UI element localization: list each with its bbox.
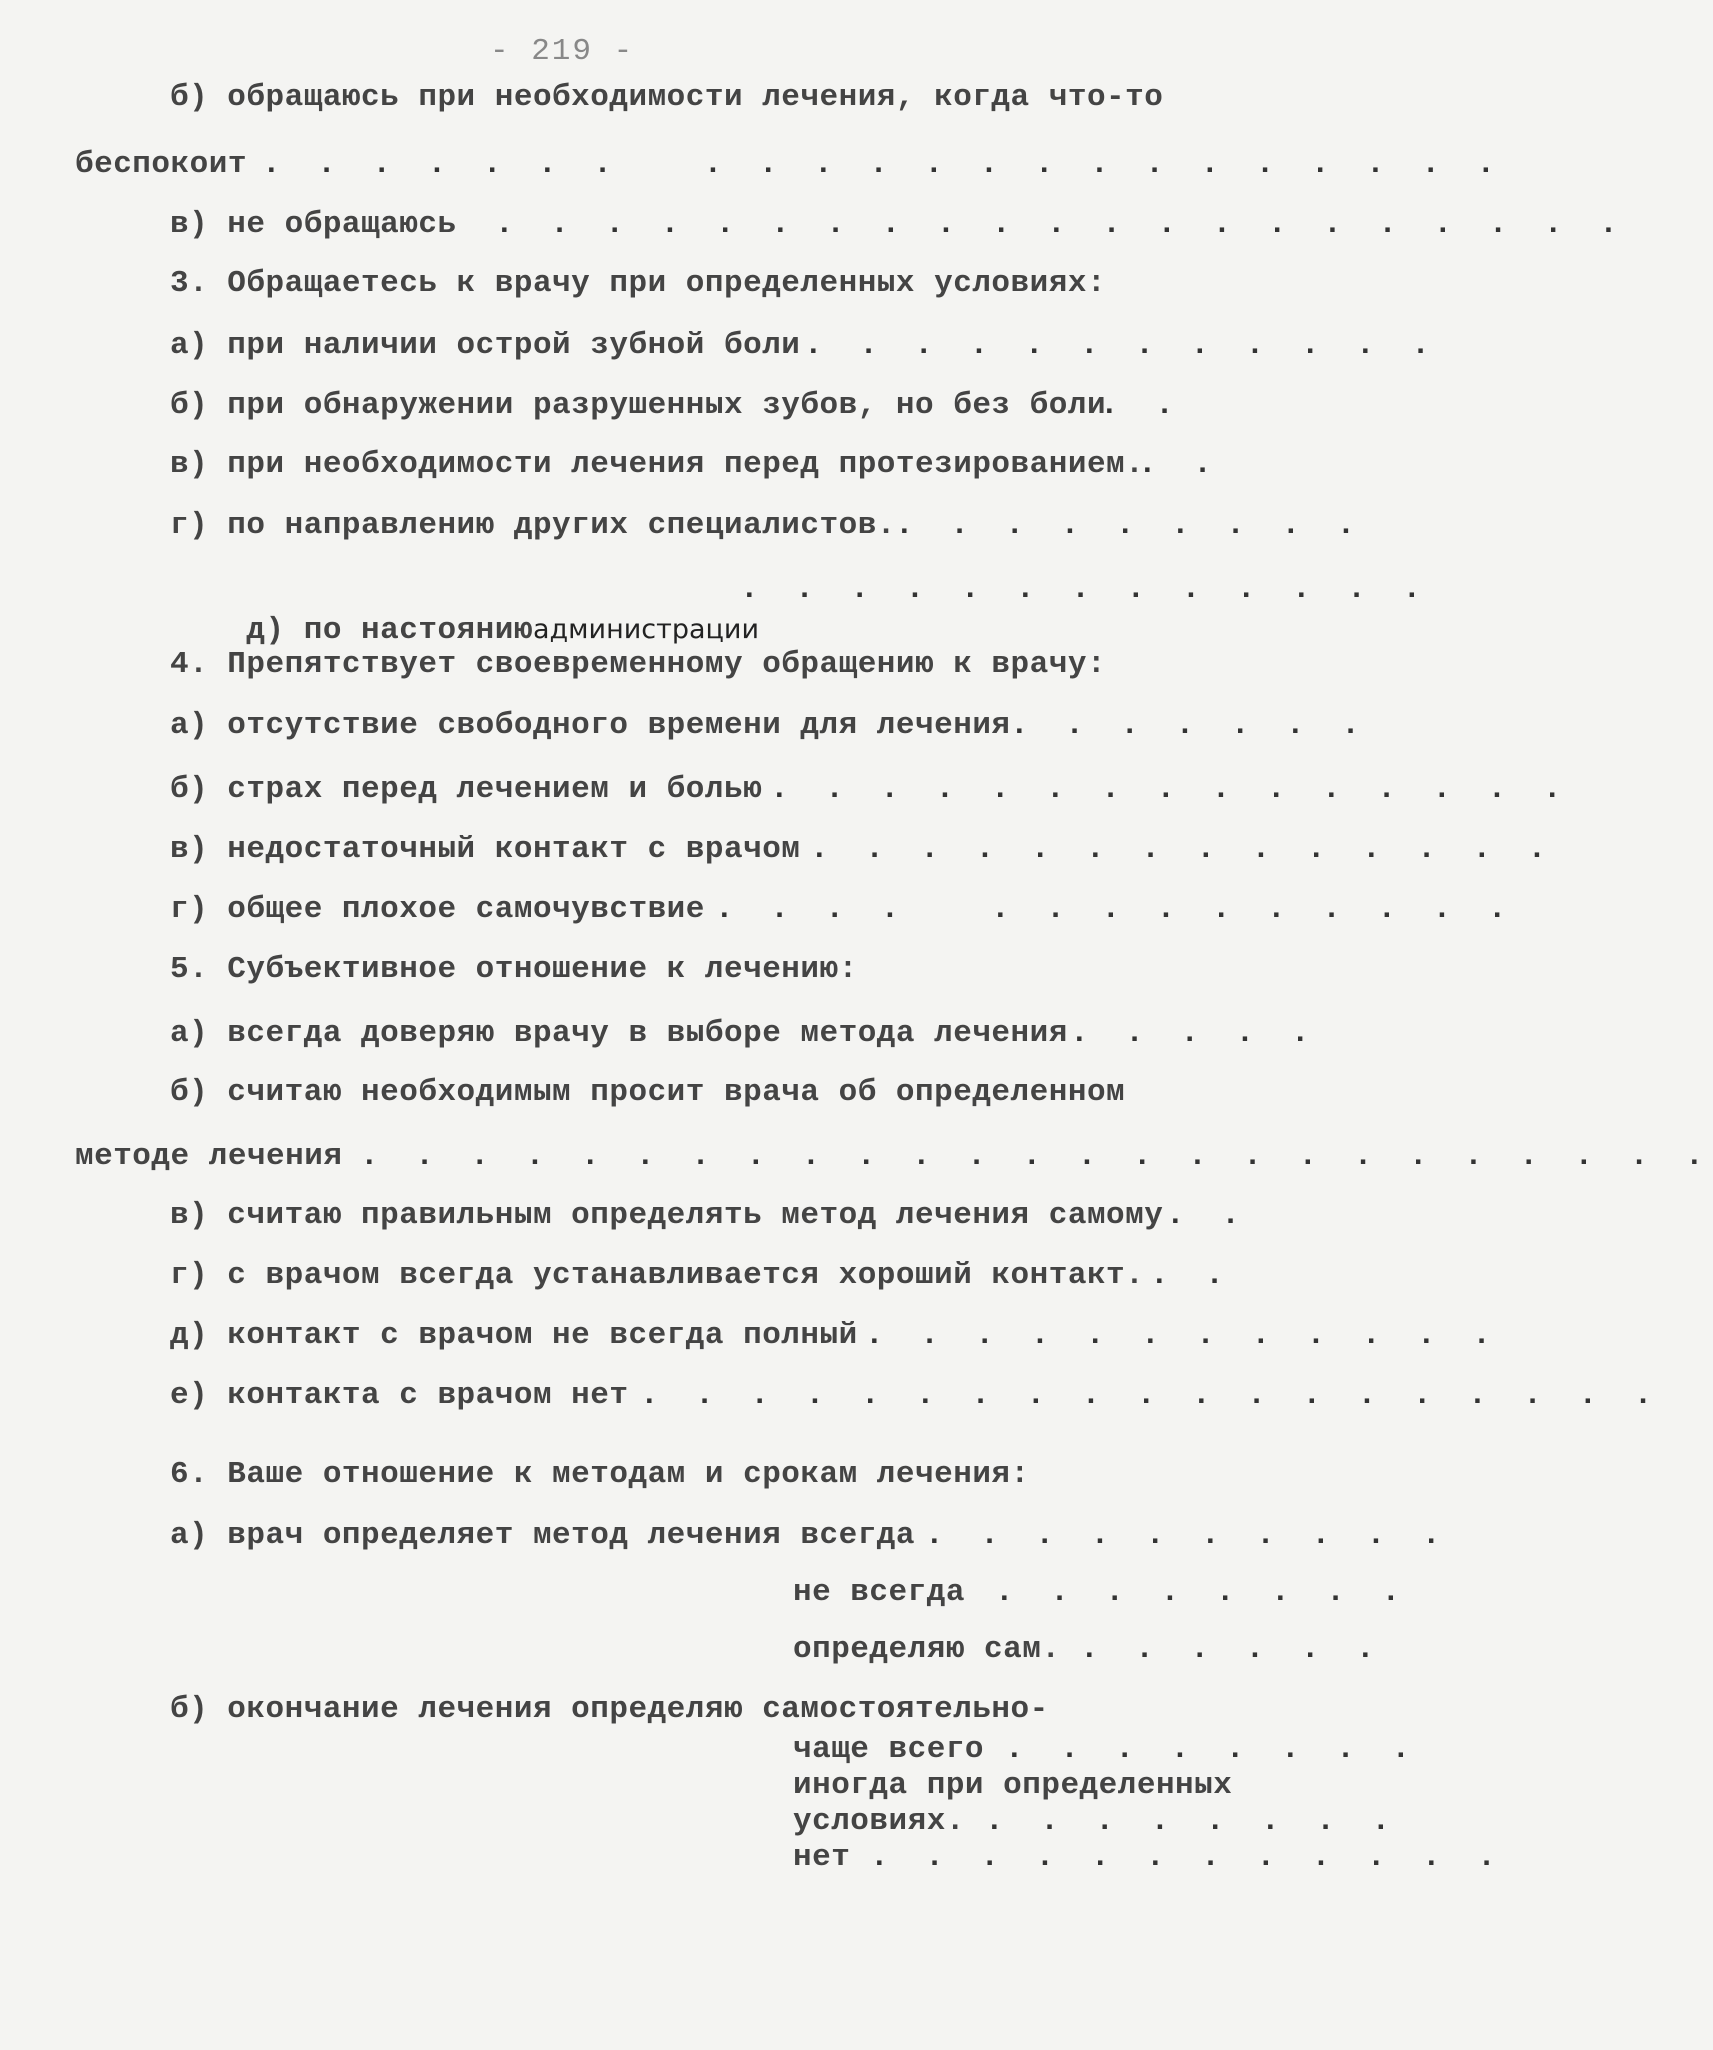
answer-line: б) обращаюсь при необходимости лечения, когда что-то [170, 80, 1164, 115]
dot-leader: . . . . . . . . . . [925, 1518, 1450, 1553]
answer-line: в) недостаточный контакт с врачом [170, 832, 801, 867]
question-heading: 6. Ваше отношение к методам и срокам лечения: [170, 1457, 1030, 1492]
dot-leader: . . [1138, 447, 1221, 482]
dot-leader: . . . . . . . . . . . . . . . . . . . [640, 1378, 1662, 1413]
dot-leader: . . . . . [1070, 1016, 1319, 1051]
dot-leader: . . . . . . . . . . . . . . [810, 832, 1556, 867]
answer-line: д) контакт с врачом не всегда полный [170, 1318, 858, 1353]
dot-leader: . . . . . . . . . . . . [870, 1840, 1505, 1875]
dot-leader: . . . . . . . . . [895, 508, 1365, 543]
answer-line: в) не обращаюсь [170, 207, 457, 242]
answer-line: методе лечения [75, 1139, 343, 1174]
question-heading: 5. Субъективное отношение к лечению: [170, 952, 858, 987]
dot-leader: . . . . . . . . [985, 1804, 1400, 1839]
dot-leader: . . [1150, 1258, 1233, 1293]
answer-line: беспокоит [75, 147, 247, 182]
dot-leader: . . . . . . . . [1005, 1732, 1420, 1767]
answer-option: нет [793, 1840, 851, 1875]
dot-leader: . . [1100, 388, 1183, 423]
answer-option: чаще всего [793, 1732, 985, 1767]
dot-leader: . . . . . . . . . . . . . . . . . . . . . . [262, 147, 1505, 182]
dot-leader: . . . . . . . . . . . . . . [715, 892, 1516, 927]
answer-line: г) общее плохое самочувствие [170, 892, 705, 927]
dot-leader: . . . . . . . . . . . . . [740, 572, 1431, 607]
answer-line: г) по направлению других специалистов. [170, 508, 896, 543]
answer-line: б) окончание лечения определяю самостоятельно- [170, 1692, 1049, 1727]
dot-leader: . . . . . . . . . . . . [804, 328, 1439, 363]
answer-line: а) отсутствие свободного времени для лечения [170, 708, 1011, 743]
answer-line: г) с врачом всегда устанавливается хороший контакт. [170, 1258, 1145, 1293]
answer-line: а) при наличии острой зубной боли [170, 328, 801, 363]
answer-line: б) считаю необходимым просит врача об определенном [170, 1075, 1126, 1110]
answer-line: в) считаю правильным определять метод лечения самому [170, 1198, 1164, 1233]
answer-option: условиях. [793, 1804, 965, 1839]
dot-leader: . . [1166, 1198, 1249, 1233]
answer-line: е) контакта с врачом нет [170, 1378, 629, 1413]
answer-option: иногда при определенных [793, 1768, 1233, 1803]
page-number: - 219 - [490, 34, 635, 69]
question-heading: 3. Обращаетесь к врачу при определенных условиях: [170, 266, 1107, 301]
answer-text: д) по настоянию [246, 613, 533, 648]
dot-leader: . . . . . . . . . . . . . . . . . . . . . [495, 207, 1627, 242]
question-heading: 4. Препятствует своевременному обращению к врачу: [170, 647, 1107, 682]
inserted-word: администрации [532, 614, 760, 645]
dot-leader: . . . . . . . . . . . . [865, 1318, 1500, 1353]
dot-leader: . . . . . . . [1010, 708, 1369, 743]
answer-line: в) при необходимости лечения перед протезированием. [170, 447, 1145, 482]
answer-line: а) всегда доверяю врачу в выборе метода лечения [170, 1016, 1068, 1051]
dot-leader: . . . . . . . . . . . . . . . . . . . . . . . . . [360, 1139, 1713, 1174]
answer-line: б) при обнаружении разрушенных зубов, но без боли [170, 388, 1107, 423]
dot-leader: . . . . . . [1080, 1632, 1384, 1667]
answer-line: а) врач определяет метод лечения всегда [170, 1518, 916, 1553]
answer-line: б) страх перед лечением и болью [170, 772, 763, 807]
answer-option: не всегда [793, 1575, 965, 1610]
dot-leader: . . . . . . . . . . . . . . . [770, 772, 1571, 807]
answer-option: определяю сам. [793, 1632, 1061, 1667]
dot-leader: . . . . . . . . [995, 1575, 1410, 1610]
